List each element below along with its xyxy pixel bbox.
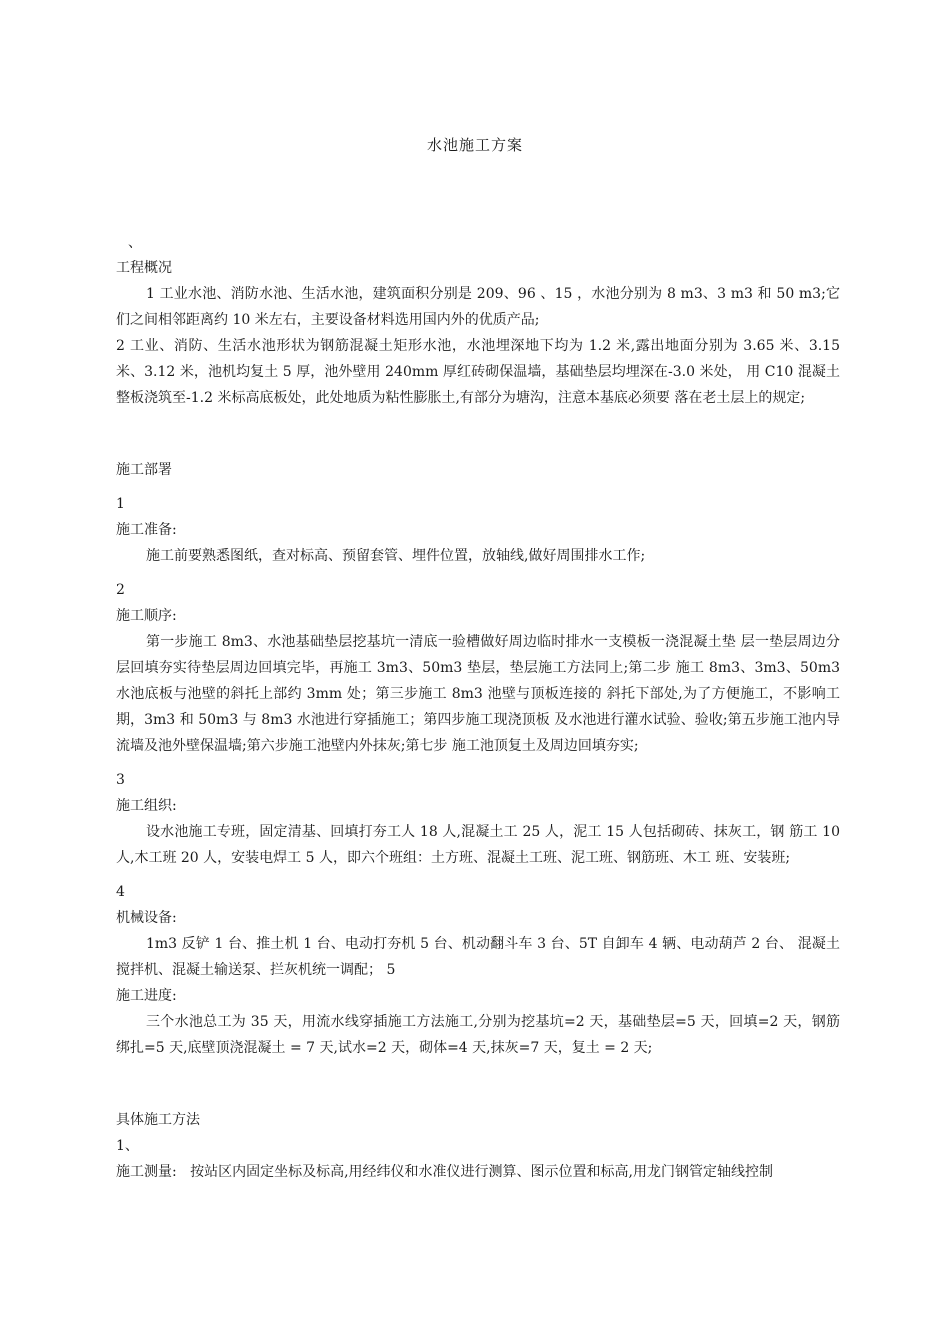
overview-heading: 工程概况 (116, 260, 172, 276)
section-number-1: 1 (116, 496, 125, 512)
document-title: 水池施工方案 (426, 136, 523, 154)
section-number-3: 3 (116, 772, 125, 788)
section-number-2: 2 (116, 582, 125, 598)
section-label-organization: 施工组织: (116, 798, 177, 814)
overview-paragraph-1: 1 工业水池、消防水池、生活水池，建筑面积分别是 209、96 、15 ，水池分别为 8 m3、3 m3 和 50 m3;它们之间相邻距离约 10 米左右，主要设备材料选用国内外的优质产品; (116, 286, 840, 328)
method-survey-text: 施工测量: 按站区内固定坐标及标高,用经纬仪和水准仪进行测算、图示位置和标高,用龙门钢管定轴线控制 (116, 1164, 773, 1180)
section-label-preparation: 施工准备: (116, 522, 177, 538)
leading-mark: 、 (128, 235, 142, 251)
section-label-schedule: 施工进度: (116, 988, 177, 1004)
section-text-sequence: 第一步施工 8m3、水池基础垫层挖基坑一清底一验槽做好周边临时排水一支模板一浇混凝土垫 层一垫层周边分层回填夯实待垫层周边回填完毕，再施工 3m3、50m3 垫层，垫层施工方法同上;第二步 施工 8m3、3m3、50m3 水池底板与池壁的斜托上部约 3mm 处；第三步施工 8m3 池壁与顶板连接的 斜托下部处,为了方便施工，不影响工期，3m3 和 50m3 与 8m3 水池进行穿插施工；第四步施工现浇顶板 及水池进行灌水试验、验收;第五步施工池内导流墙及池外壁保温墙;第六步施工池壁内外抹灰;第七步 施工池顶复土及周边回填夯实; (116, 634, 840, 754)
section-label-sequence: 施工顺序: (116, 608, 177, 624)
section-text-equipment: 1m3 反铲 1 台、推土机 1 台、电动打夯机 5 台、机动翻斗车 3 台、5T 自卸车 4 辆、电动葫芦 2 台、 混凝土搅拌机、混凝土输送泵、拦灰机统一调配； 5 (116, 936, 840, 978)
method-number-1: 1、 (116, 1138, 139, 1154)
overview-paragraph-2: 2 工业、消防、生活水池形状为钢筋混凝土矩形水池，水池埋深地下均为 1.2 米,露出地面分别为 3.65 米、3.15 米、3.12 米，池机均复土 5 厚，池外壁用 240mm 厚红砖砌保温墙，基础垫层均埋深在-3.0 米处， 用 C10 混凝土整板浇筑至-1.2 米标高底板处，此处地质为粘性膨胀土,有部分为塘沟，注意本基底必须要 落在老土层上的规定; (116, 338, 840, 406)
method-heading: 具体施工方法 (116, 1112, 200, 1128)
document-body (116, 255, 840, 1185)
section-text-preparation: 施工前要熟悉图纸，查对标高、预留套管、埋件位置，放轴线,做好周围排水工作; (146, 548, 646, 564)
section-text-schedule: 三个水池总工为 35 天，用流水线穿插施工方法施工,分别为挖基坑=2 天，基础垫层=5 天，回填=2 天，钢筋绑扎=5 天,底壁顶浇混凝土 = 7 天,试水=2 天，砌体=4 天,抹灰=7 天，复土 = 2 天; (116, 1014, 840, 1056)
section-label-equipment: 机械设备: (116, 910, 177, 926)
section-text-organization: 设水池施工专班，固定清基、回填打夯工人 18 人,混凝土工 25 人，泥工 15 人包括砌砖、抹灰工，钢 筋工 10 人,木工班 20 人，安装电焊工 5 人，即六个班组：土方班、混凝土工班、泥工班、钢筋班、木工 班、安装班; (116, 824, 840, 866)
deployment-heading: 施工部署 (116, 462, 172, 478)
section-number-4: 4 (116, 884, 125, 900)
